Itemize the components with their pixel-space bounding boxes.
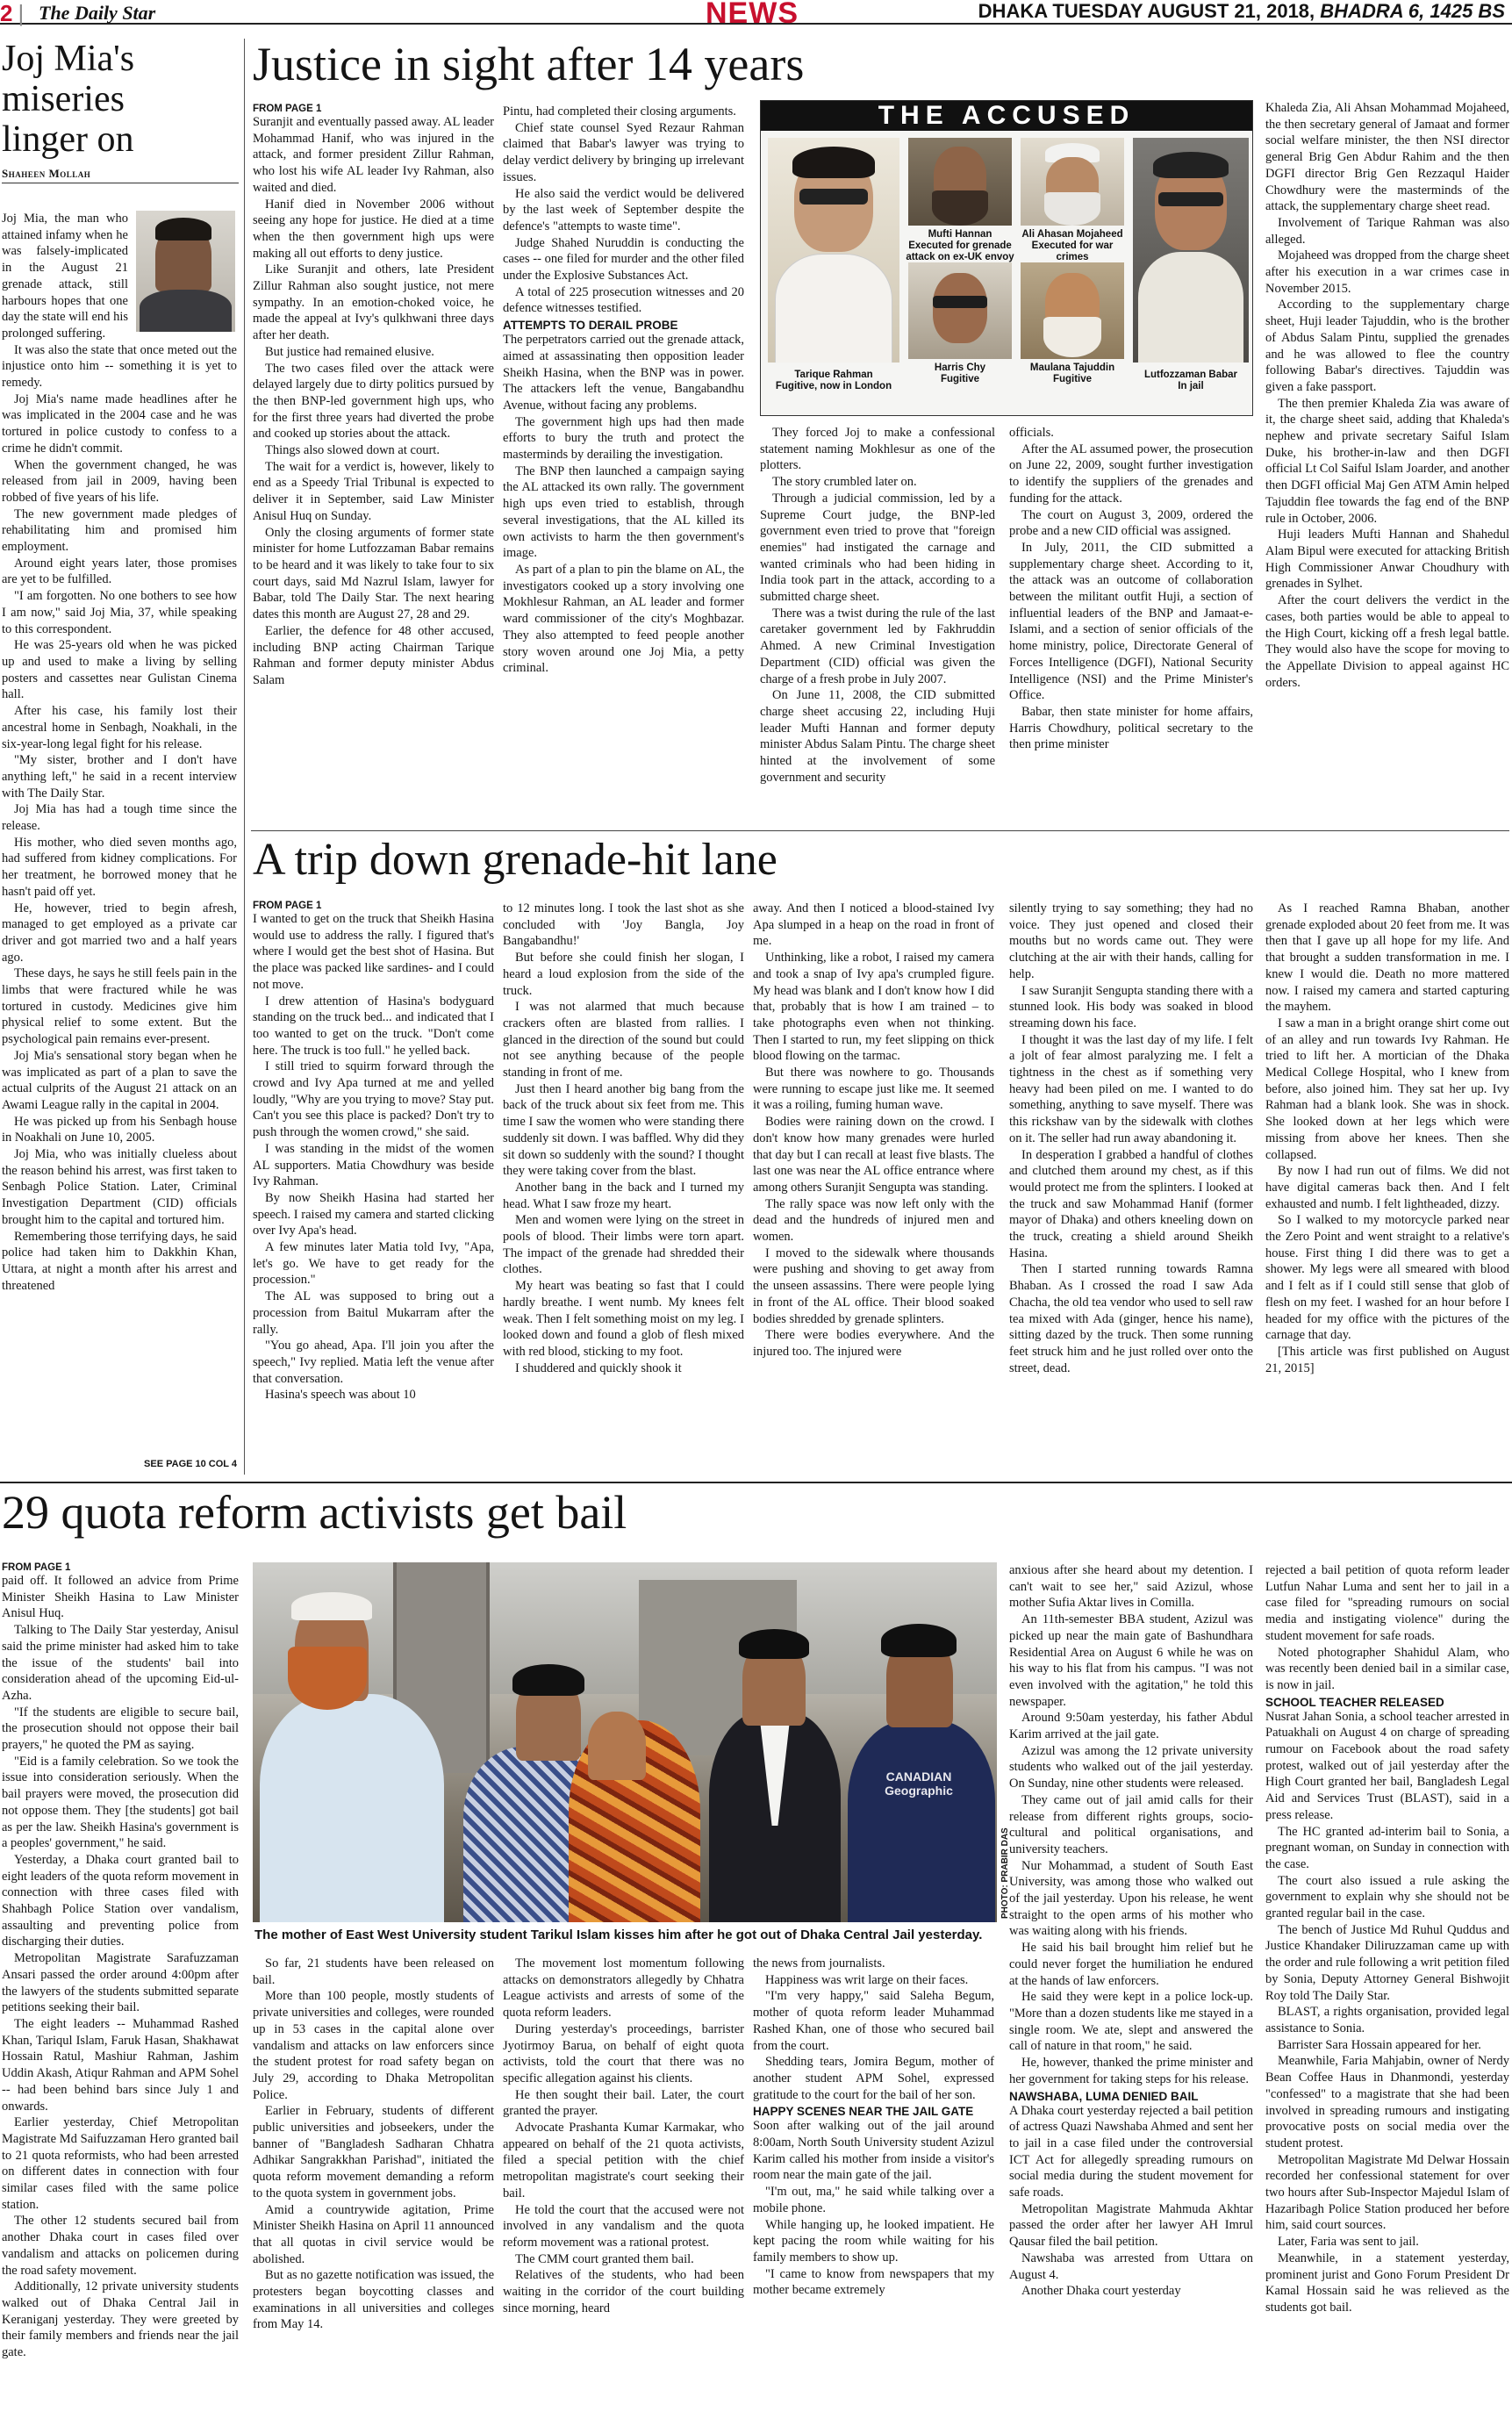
mother-face [588,1712,646,1780]
paragraph: Huji leaders Mufti Hannan and Shahedul Alam Bipul were executed for attacking British High Commissioner Anwar Choudhury with grenades in Sylhet. [1265,528,1509,592]
paragraph: They came out of jail amid calls for their release from different rights groups, socio-cultural and political organisations, and university teachers. [1009,1792,1253,1856]
paragraph: Azizul was among the 12 private university students who walked out of the jail yesterday. On Sunday, nine other students were released. [1009,1743,1253,1791]
paragraph: Meanwhile, in a statement yesterday, prominent jurist and Gono Forum President Dr Kamal Hossain said he was relieved as the students got bail. [1265,2250,1509,2315]
joj-continued[interactable] [2,1459,237,1469]
paragraph: I wanted to get on the truck that Sheikh Hasina would use to address the rally. I figured that's where I would get the best shot of Hasina. But the place was packed like sardines- and I could not move. [253,912,494,992]
paragraph: But before she could finish her slogan, I heard a loud explosion from the side of the truck. [503,951,744,998]
paragraph: Babar, then state minister for home affairs, Harris Chowdhury, political secretary to the then prime minister [1009,704,1253,752]
accused-photo [1021,262,1124,359]
paragraph: Talking to The Daily Star yesterday, Anisul said the prime minister had asked him to take the issue of the students' bail into consideration ahead of the upcoming Eid-ul-Azha. [2,1623,239,1703]
paragraph: I was not alarmed that much because crackers often are blasted from rallies. I glanced in the direction of the sound but could not see anything because of the people standing in front of me. [503,1000,744,1080]
paragraph: Around 9:50am yesterday, his father Abdul Karim arrived at the jail gate. [1009,1711,1253,1742]
justice-col-2 [503,104,744,825]
accused-desc: Fugitive [1052,374,1093,384]
section-divider [251,830,1509,831]
face [933,273,987,343]
photo-spacer [132,211,237,335]
paragraph: The court also issued a rule asking the government to explain why she should not be granted regular bail in the case. [1265,1873,1509,1921]
paragraph: Bodies were raining down on the crowd. I don't know how many grenades were hurled that day but I can recall at least five blasts. The last one was near the AL office entrance where among others Suranjit Sengupta was standing. [753,1115,994,1195]
paragraph: More than 100 people, mostly students of private universities and colleges, were rounded up in 53 cases in the capital alone over vandalism and attacks on law enforcers since the student protest for road safety began on July 29, according to Dhaka Metropolitan Police. [253,1989,494,2102]
from-page-label: FROM PAGE 1 [253,104,322,114]
joj-headline-line: linger on [2,119,134,160]
accused-photo [908,138,1012,226]
paragraph: Meanwhile, Faria Mahjabin, owner of Nerdy Bean Coffee Haus in Dhanmondi, yesterday "confessed" to a magistrate that she had been involved in spreading rumours and instigating provocative posts on social media over the student protest. [1265,2054,1509,2150]
paragraph: Men and women were lying on the street in pools of blood. Their limbs were torn apart. The impact of the grenade had shredded their clothes. [503,1213,744,1277]
photo-caption: The mother of East West University student Tarikul Islam kisses him after he got out of Dhaka Central Jail yesterday. [254,1927,983,1942]
paragraph: I moved to the sidewalk where thousands were pushing and shoving to get away from the unseen assassins. There were people lying in front of the AL office. Their blood soaked bodies shredded by grenade splinters. [753,1245,994,1326]
young-man-hair [881,1624,957,1657]
paragraph: The BNP then launched a campaign saying the AL attacked its own rally. The government high ups even tried to establish, through several investigations, that the AL killed its own activists to harm the then government's image. [503,463,744,561]
page-header [0,0,1512,30]
paragraph: Later, Faria was sent to jail. [1278,2235,1419,2250]
glasses [1158,192,1223,206]
accused-desc: Executed for grenade attack on ex-UK envoy [906,240,1014,262]
white-shirt [775,254,892,363]
paragraph: away. And then I noticed a blood-stained Ivy Apa slumped in a heap on the road in front of me. [753,901,994,949]
paragraph: He was picked up from his Senbagh house in Noakhali on June 10, 2005. [2,1114,237,1145]
paragraph: A Dhaka court yesterday rejected a bail petition of actress Quazi Nawshaba Ahmed and sent her to jail in a case filed under the controversial ICT Act for allegedly spreading rumours on social media during the student movement for safe roads. [1009,2103,1253,2200]
paragraph: As I reached Ramna Bhaban, another grenade exploded about 20 feet from me. It was then that I gave up all hope for my life. And that brought a sudden transformation in me. I knew I would die. Death no more mattered now. I raised my camera and started capturing the mayhem. [1265,901,1509,1015]
paragraph: Nusrat Jahan Sonia, a school teacher arrested in Patuakhali on August 4 on charge of spreading rumour on Facebook about the road safety protest, walked out of jail yesterday after the High Court granted her bail, Bangladesh Legal Aid and Services Trust (BLAST), said in a press release. [1265,1709,1509,1822]
paragraph: Hanif died in November 2006 without seeing any hope for justice. He died at a time when the then government high ups were making all out efforts to deny justice. [253,197,494,261]
justice-col-5 [1265,100,1509,825]
paragraph: Nawshaba was arrested from Uttara on August 4. [1009,2250,1253,2282]
paragraph: Yesterday, a Dhaka court granted bail to eight leaders of the quota reform movement in connection with three cases filed with Shahbagh Police Station over vandalism, assaulting and preventing police from discharging their duties. [2,1852,239,1949]
masthead-logo[interactable]: The Daily Star [39,2,156,24]
paragraph: Barrister Sara Hossain appeared for her. [1278,2037,1481,2052]
paragraph: A few minutes later Matia told Ivy, "Apa, let's go. We have to get ready for the procession." [253,1240,494,1288]
accused-name: Lutfozzaman Babar [1143,370,1238,380]
paragraph: Remembering those terrifying days, he said police had taken him to Dakkhin Khan, Uttara, at night a month after his arrest and threatened [2,1229,237,1293]
paragraph: There were bodies everywhere. And the injured too. The injured were [753,1328,994,1359]
paragraph: BLAST, a rights organisation, provided legal assistance to Sonia. [1265,2005,1509,2035]
man-blue-shirt [260,1694,444,1922]
paragraph: In desperation I grabbed a handful of clothes and clutched them around my chest, as if this would protect me from the splinters. I looked at the truck and saw Mohammad Hanif (former mayor of Dhaka) and others kneeling down on the truck, creating a shield around Sheikh Hasina. [1009,1147,1253,1260]
date-en: DHAKA TUESDAY AUGUST 21, 2018, [978,0,1315,22]
joj-paragraphs [2,211,237,1294]
paragraph: As part of a plan to pin the blame on AL, the investigators cooked up a story involving one Mokhlesur Rahman, an AL leader and former ward commissioner of the city's Moghbazar. They also attempted to feed people another story woven around one Joj Mia, a petty criminal. [503,562,744,676]
accused-desc: Fugitive [940,374,980,384]
accused-name: Harris Chy [934,363,986,373]
accused-caption [905,229,1015,263]
trip-col-5 [1265,901,1509,1475]
prayer-cap [291,1592,372,1620]
paragraph: "Eid is a family celebration. So we took the issue into consideration seriously. When the bail prayers were moved, the prosecution did not oppose them. They [the students] got bail as per the law. Sheikh Hasina's government is a peoples' government," he said. [2,1754,239,1851]
paragraph: Joj Mia's sensational story began when he was implicated as part of a plan to save the actual culprits of the August 21 attack on an Awami League rally in the capital in 2004. [2,1048,237,1112]
trip-col-1 [253,901,494,1475]
accused-photo [768,138,899,363]
accused-name: Ali Ahasan Mojaheed [1021,229,1123,240]
bail-photo [253,1562,997,1922]
accused-name: Maulana Tajuddin [1029,363,1115,373]
paragraph: Through a judicial commission, led by a Supreme Court judge, the BNP-led government even tried to prove that "foreign enemies" had instigated the carnage and wanted criminals who had been hiding in India took part in the attack, according to a submitted charge sheet. [760,491,995,605]
trip-col-4 [1009,901,1253,1475]
paragraph: Noted photographer Shahidul Alam, who was recently been denied bail in a similar case, is now in jail. [1265,1645,1509,1692]
paragraph: Joj Mia has had a tough time since the release. [2,802,237,834]
quota-headline[interactable]: 29 quota reform activists get bail [2,1486,627,1539]
paragraph: anxious after she heard about my detention. I can't wait to see her," said Azizul, whose mother Sufia Aktar lives in Comilla. [1009,1563,1253,1611]
paragraph: Earlier, the defence for 48 other accused, including BNP acting Chairman Tarique Rahman and former deputy minister Abdus Salam [253,623,494,687]
paragraph: By now I had run out of films. We did not have digital cameras back then. And I felt exhausted and numb. I felt lightheaded, dizzy. [1265,1164,1509,1211]
paragraph: officials. [1009,426,1054,440]
trip-col-2 [503,901,744,1475]
accused-name: Mufti Hannan [928,229,992,240]
justice-headline[interactable]: Justice in sight after 14 years [253,38,805,90]
accused-caption [1129,370,1252,392]
paragraph: The wait for a verdict is, however, likely to end as a Speedy Trial Tribunal is expected to deliver it in September, said Law Minister Anisul Huq on Sunday. [253,459,494,523]
henna-beard [288,1647,367,1710]
paragraph: The perpetrators carried out the grenade attack, aimed at assassinating then opposition leader Sheikh Hasina, when the BNP was in power. The attackers left the venue, Bangabandhu Avenue, without facing any problems. [503,333,744,413]
paragraph: Joj Mia, the man who attained infamy when he was falsely-implicated in the August 21 grenade attack, still harbours hopes that one day the state will end his prolonged suffering. [2,212,128,341]
shirt [1138,252,1243,363]
accused-title: THE ACCUSED [761,101,1252,131]
paragraph: Metropolitan Magistrate Md Delwar Hossain recorded her confessional statement for over two hours after Sub-Inspector Majedul Islam of Hazaribagh Police Station produced her before him, said court sources. [1265,2152,1509,2233]
paragraph: silently trying to say something; they had no voice. They just opened and closed their mouths but no words came out. They were clutching at the air with their hands, calling for help. [1009,901,1253,981]
paragraph: He then sought their bail. Later, the court granted the prayer. [503,2087,744,2119]
paragraph: Earlier in February, students of different public universities and jobseekers, under the banner of "Bangladesh Sadharan Chhatra Adhikar Sangrakkhan Parishad", initiated the quota reform movement demanding a reform to the quota system in government jobs. [253,2104,494,2200]
paragraph: The bench of Justice Md Ruhul Quddus and Justice Khandaker Diliruzzaman came up with the order and rule following a writ petition filed by Sonia, Deputy Attorney General Bishwojit Roy told The Daily Star. [1265,1922,1509,2003]
quota-col-1 [2,1562,239,2407]
trip-col-3 [753,901,994,1475]
hair [792,147,875,178]
paragraph: Things also slowed down at court. [265,443,440,458]
paragraph: I drew attention of Hasina's bodyguard standing on the truck bed... and indicated that I too wanted to get on the truck. "Don't come here. The truck is too full." he yelled back. [253,994,494,1058]
paragraph: Suranjit and eventually passed away. AL leader Mohammad Hanif, who was injured in the attack, and former president Zillur Rahman, who lost his wife AL leader Ivy Rahman, also waited and died. [253,115,494,195]
paragraph: paid off. It followed an advice from Prime Minister Sheikh Hasina to Law Minister Anisul Huq. [2,1574,239,1621]
paragraph: On June 11, 2008, the CID submitted charge sheet accusing 22, including Huji leader Mufti Hannan and former deputy minister Abdus Salam Pintu. The charge sheet hinted at the involvement of some government and security [760,688,995,785]
paragraph: Hasina's speech was about 10 [265,1388,416,1403]
paragraph: So far, 21 students have been released on bail. [253,1956,494,1987]
paragraph: Amid a countrywide agitation, Prime Minister Sheikh Hasina on April 11 announced that all quotas in civil service would be abolished. [253,2202,494,2266]
joj-headline[interactable] [2,39,239,160]
joj-byline: Shaheen Mollah [2,167,239,183]
accused-caption [905,363,1015,385]
sunglasses [933,296,987,308]
quota-col-5 [1009,1562,1253,2407]
joj-body [2,211,237,1475]
paragraph: Earlier yesterday, Chief Metropolitan Magistrate Md Saifuzzaman Hero granted bail to 21 quota reformists, who had been arrested on different dates in connection with four similar cases filed with the same police station. [2,2115,239,2212]
paragraph: Another Dhaka court yesterday [1021,2284,1181,2299]
paragraph: It was also the state that once meted out the injustice onto him -- something it is yet to remedy. [2,342,237,391]
accused-desc: Fugitive, now in London [775,381,892,391]
paragraph: The new government made pledges of rehabilitating him and promised him employment. [2,506,237,555]
paragraph: After the AL assumed power, the prosecution on June 22, 2009, sought further investigation to identify the suppliers of the grenades and funding for the attack. [1009,441,1253,506]
paragraph: He told the court that the accused were not involved in any vandalism and the quota reform movement was a rational protest. [503,2202,744,2250]
paragraph: They forced Joj to make a confessional statement naming Mokhlesur as one of the plotters. [760,426,995,473]
accused-desc: In jail [1178,381,1204,391]
paragraph: Around eight years later, those promises are yet to be fulfilled. [2,556,237,587]
paragraph: But there was nowhere to go. Thousands were running to escape just like me. It seemed it was a roiling, fuming human wave. [753,1066,994,1113]
paragraph: By now Sheikh Hasina had started her speech. I raised my camera and started clicking over Ivy Apa's head. [253,1190,494,1238]
paragraph: I was standing in the midst of the women AL supporters. Matia Chowdhury was beside Ivy Rahman. [253,1141,494,1189]
paragraph: There was a twist during the rule of the last caretaker government led by Fakhruddin Ahmed. A new Criminal Investigation Department (CID) official was given the charge of a fresh probe in July 2007. [760,606,995,686]
paragraph: But as no gazette notification was issued, the protesters began boycotting classes and examinations in all universities and colleges from May 14. [253,2268,494,2332]
joj-mia-story [2,39,239,183]
paragraph: "I am forgotten. No one bothers to see how I am now," said Joj Mia, 37, while speaking to this correspondent. [2,589,237,636]
quota-col-2 [253,1956,494,2407]
paragraph: I saw a man in a bright orange shirt come out of an alley and run towards Ivy Rahman. He tried to lift her. A mortician of the Dhaka Medical College Hospital, who I knew from before, also joined him. They sat her up. Ivy Rahman had a blank look. She was in shock. She looked down at her legs which were missing from above her knees. Then she collapsed. [1265,1016,1509,1162]
paragraph: So I walked to my motorcycle parked near the Zero Point and went straight to a relative's house. First thing I did there was to get a shower. My legs were all smeared with blood and I felt as if I could still sense that glob of flesh on my feet. I washed for an hour before I headed for my office with the pictures of the carnage that day. [1265,1213,1509,1343]
paragraph: Pintu, had completed their closing arguments. [503,104,736,118]
justice-col-1 [253,104,494,825]
paragraph: The court on August 3, 2009, ordered the probe and a new CID official was assigned. [1009,507,1253,539]
paragraph: After the court delivers the verdict in the cases, both parties would be able to appeal to the High Court, kicking off a fresh legal battle. They would also have the scope for moving to the Appellate Division to appeal against HC orders. [1265,593,1509,690]
paragraph: These days, he says he still feels pain in the limbs that were fractured while he was tortured in custody. Medicines give him physical relief to some extent. But the psychological pain remains ever-present. [2,966,237,1047]
paragraph: "You go ahead, Apa. I'll join you after the speech," Ivy replied. Matia left the venue after that conversation. [253,1339,494,1386]
paragraph: I shuddered and quickly shook it [515,1360,682,1375]
paragraph: Joj Mia's name made headlines after he was implicated in the 2004 case and he was tortured in police custody to confess to a crime he didn't commit. [2,391,237,456]
paragraph: An 11th-semester BBA student, Azizul was picked up near the main gate of Bashundhara Residential Area on August 6 while he was on his way to his flat from his campus. "I was not even involved with the agitation," he told this newspaper. [1009,1612,1253,1709]
paragraph: Involvement of Tarique Rahman was also alleged. [1265,215,1509,247]
joj-headline-line: miseries [2,79,125,119]
paragraph: Mojaheed was dropped from the charge sheet after his execution in a war crimes case in November 2015. [1265,248,1509,296]
justice-col-3 [760,425,995,825]
accused-name: Tarique Rahman [794,370,873,380]
paragraph: Just then I heard another big bang from the back of the truck about six feet from me. This time I saw the women who were standing there suddenly sit down. I was baffled. Why did they sit down so suddenly with the sound? I thought they were taking cover from the blast. [503,1081,744,1179]
section-title: NEWS [706,0,799,30]
paragraph: During yesterday's proceedings, barrister Jyotirmoy Barua, on behalf of eight quota activists, told the court that there was no specific allegation against his clients. [503,2021,744,2085]
paragraph: The AL was supposed to bring out a procession from Baitul Mukarram after the rally. [253,1289,494,1337]
paragraph: The government high ups had then made efforts to bury the truth and protect the masterminds by derailing the investigation. [503,414,744,463]
paragraph: The eight leaders -- Muhammad Rashed Khan, Tariqul Islam, Faruk Hasan, Shakhawat Hossain Ratul, Mashiur Rahman, Jashim Uddin Akash, Atiqur Rahman and APM Sohel -- had been behind bars since July 1 and onwards. [2,2016,239,2114]
paragraph: His mother, who died seven months ago, had suffered from kidney complications. For her treatment, he borrowed money that he hasn't paid off yet. [2,835,237,899]
paragraph: Relatives of the students, who had been waiting in the corridor of the court building since morning, heard [503,2268,744,2315]
accused-desc: Executed for war crimes [1031,240,1114,262]
from-page-label: FROM PAGE 1 [2,1562,71,1573]
paragraph: After his case, his family lost their ancestral home in Senbagh, Noakhali, in the six-year-long legal fight for his release. [2,704,237,751]
continued-label: SEE PAGE 10 COL 4 [144,1459,237,1469]
paragraph: [This article was first published on August 21, 2015] [1265,1344,1509,1375]
paragraph: According to the supplementary charge sheet, Huji leader Tajuddin, who is the brother of Abdus Salam Pintu, supplied the grenades and he was allowed to flee the country following Babar's directives. Tajuddin was given a fake passport. [1265,298,1509,394]
paragraph: The movement lost momentum following attacks on demonstrators allegedly by Chhatra League activists and arrests of some of the quota reform leaders. [503,1956,744,2021]
student-hair [512,1664,584,1696]
quota-col-3 [503,1956,744,2407]
paragraph: Unthinking, like a robot, I raised my camera and took a snap of Ivy apa's crumpled figure. My head was blank and I don't know how I did that, probably that is how I am trained – to take photographs even when not thinking. Then I started to run, my feet slipping on thick blood flowing on the tarmac. [753,951,994,1064]
paragraph: "I'm out, ma," he said while talking over a mobile phone. [753,2185,994,2215]
paragraph: He was 25-years old when he was picked up and used to make a living by selling posters and cassettes near Gulistan Cinema hall. [2,638,237,702]
paragraph: He, however, tried to begin afresh, managed to get employed as a private car driver and got married two and a half years ago. [2,901,237,965]
white-beard [1044,192,1100,226]
trip-headline[interactable]: A trip down grenade-hit lane [253,835,777,885]
tshirt-print: CANADIAN Geographic [885,1770,953,1798]
subheading: SCHOOL TEACHER RELEASED [1265,1695,1444,1709]
paragraph: The other 12 students secured bail from another Dhaka court in cases filed over vandalism and attacks on policemen during the road safety movement. [2,2214,239,2278]
date-bn: BHADRA 6, 1425 BS [1320,0,1505,22]
paragraph: I still tried to squirm forward through the crowd and Ivy Apa turned at me and yelled loudly, "Why are you trying to move? Stay put. Can't you see this place is packed? Don't try to push through the women crowd," she said. [253,1059,494,1140]
paragraph: Advocate Prashanta Kumar Karmakar, who appeared on behalf of the 21 quota activists, filed a special petition with the chief metropolitan magistrate's court seeking their bail. [503,2121,744,2200]
joj-headline-line: Joj Mia's [2,39,135,79]
sunglasses [799,189,868,205]
paragraph: In July, 2011, the CID submitted a supplementary charge sheet. According to it, the attack was an outcome of collaboration between the militant outfit Huji, a section of influential leaders of the BNP and Jamaat-e-Islami, and a section of senior officials of the home ministry, police, Directorate General of Forces Intelligence (DGFI), National Security Intelligence (NSI) and the Prime Minister's Office. [1009,540,1253,703]
paragraph: the news from journalists. [753,1956,885,1971]
paragraph: "I'm very happy," said Saleha Begum, mother of quota reform leader Muhammad Rashed Khan, one of those who secured bail from the court. [753,1989,994,2053]
quota-col-6 [1265,1562,1509,2407]
paragraph: Soon after walking out of the jail around 8:00am, North South University student Azizul Karim called his mother from inside a visitor's room near the main gate of the jail. [753,2119,994,2183]
paragraph: Like Suranjit and others, late President Zillur Rahman also sought justice, not mere sympathy. In an emotion-choked voice, he made the appeal at Ivy's qulkhwani three days after her death. [253,262,494,343]
accused-graphic [760,100,1253,416]
paragraph: Nur Mohammad, a student of South East University, was among those who walked out of the jail yesterday. Upon his release, he went straight to the open arms of his mother who was waiting along with his friends. [1009,1858,1253,1939]
beard [932,190,988,226]
paragraph: Happiness was writ large on their faces. [765,1972,969,1987]
from-page-label: FROM PAGE 1 [253,901,322,911]
paragraph: Judge Shahed Nuruddin is conducting the cases -- one filed for murder and the other filed under the Explosive Substances Act. [503,235,744,284]
paragraph: The then premier Khaleda Zia was aware of it, the charge sheet said, adding that Khaleda's nephew and private secretary Saiful Islam Duke, his brother-in-law and then DGFI official Lt Col Saiful Islam Joarder, and another then DGFI official Maj Gen ATM Amin helped Tajuddin flee towards the fag end of the BNP rule in October, 2006. [1265,396,1509,526]
issue-date [978,0,1505,23]
paragraph: Shedding tears, Jomira Begum, mother of another student APM Sohel, expressed gratitude to the court for the bail of her son. [753,2055,994,2102]
paragraph: Another bang in the back and I turned my head. What I saw froze my heart. [503,1180,744,1211]
paragraph: When the government changed, he was released from jail in 2009, having been robbed of five years of his life. [2,457,237,505]
paragraph: The HC granted ad-interim bail to Sonia, a pregnant woman, on Sunday in connection with the case. [1265,1824,1509,1871]
paragraph: Then I started running towards Ramna Bhaban. As I crossed the road I saw Ada Chacha, the old tea vendor who used to sell raw tea mixed with Ada (ginger, hence his name), sitting dazed by the truck. Then some running feet struck him and he just rolled over onto the street, dead. [1009,1262,1253,1375]
section-divider [0,1482,1512,1483]
paragraph: Chief state counsel Syed Rezaur Rahman claimed that Babar's lawyer was trying to delay verdict delivery by bringing up irrelevant issues. [503,120,744,184]
subheading: HAPPY SCENES NEAR THE JAIL GATE [753,2105,974,2119]
paragraph: The CMM court granted them bail. [515,2251,694,2266]
paragraph: He also said the verdict would be delivered by the last week of September despite the defence's "attempts to waste time". [503,186,744,233]
accused-caption [1017,363,1128,385]
accused-caption [1017,229,1128,263]
accused-photo [1133,138,1249,363]
justice-col-4 [1009,425,1253,825]
accused-caption [764,370,903,392]
paragraph: He said they were kept in a police lock-up. "More than a dozen students like me stayed in a single room. We ate, slept and answered the call of nature in that room," he said. [1009,1990,1253,2054]
white-beard [1043,317,1101,357]
paragraph: "I came to know from newspapers that my mother became extremely [753,2266,994,2298]
paragraph: to 12 minutes long. I took the last shot as she concluded with 'Joy Bangla, Joy Bangabandhu!' [503,901,744,949]
paragraph: Additionally, 12 private university students walked out of Dhaka Central Jail in Keraniganj yesterday. They were greeted by their family members and friends near the jail gate. [2,2279,239,2360]
paragraph: The two cases filed over the attack were delayed largely due to dirty politics pursued by the then BNP-led government high ups, who for the first three years had diverted the probe and cooked up stories about the attack. [253,361,494,441]
paragraph: A total of 225 prosecution witnesses and 20 defence witnesses testified. [503,284,744,316]
paragraph: He said his bail brought him relief but he could never forget the humiliation he endured at the hands of law enforcers. [1009,1941,1253,1988]
paragraph: The rally space was now left only with the dead and the hundreds of injured men and women. [753,1196,994,1245]
man-navy-tshirt [848,1720,995,1922]
paragraph: While hanging up, he looked impatient. He kept pacing the room while waiting for his family members to show up. [753,2217,994,2265]
paragraph: Only the closing arguments of former state minister for home Lutfozzaman Babar remains to be heard and it was likely to take four to six court days, said Md Nazrul Islam, lawyer for Babar, told The Daily Star. The next hearing dates this month are August 27, 28 and 29. [253,525,494,622]
paragraph: "If the students are eligible to secure bail, the prosecution should not oppose their bail prayers," he quoted the PM as saying. [2,1705,239,1753]
accused-photo [1021,138,1124,226]
page-number: 2 | [0,0,24,27]
paragraph: Metropolitan Magistrate Mahmuda Akhtar passed the order after her lawyer AH Imrul Qausar filed the bail petition. [1009,2201,1253,2250]
paragraph: Khaleda Zia, Ali Ahsan Mohammad Mojaheed, the then secretary general of Jamaat and former social welfare minister, the then NSI director general Brig Gen Abdur Rahim and the then DGFI director Brig Gen Rezzaqul Haider Chowdhury were the masterminds of the attack, the supplementary charge sheet read. [1265,101,1509,214]
paragraph: "My sister, brother and I don't have anything left," he said in a recent interview with The Daily Star. [2,753,237,800]
paragraph: He, however, thanked the prime minister and her government for taking steps for his release. [1009,2056,1253,2086]
hair [1153,152,1229,178]
paragraph: The story crumbled later on. [772,475,917,490]
paragraph: rejected a bail petition of quota reform leader Lutfun Nahar Luma and sent her to jail in a case filed for "spreading rumours on social media and instigating violence" during the student movement for safe roads. [1265,1563,1509,1643]
subheading: NAWSHABA, LUMA DENIED BAIL [1009,2089,1199,2103]
paragraph: I thought it was the last day of my life. I felt a jolt of fear almost paralyzing me. I felt a tightness in the chest as if something very heavy had been piled on me. I wanted to do something, anything to save myself. There was this rickshaw van by the sidewalk with clothes on it. The seller had run away abandoning it. [1009,1032,1253,1145]
paragraph: My heart was beating so fast that I could hardly breathe. I went numb. My knees felt weak. Then I felt something moist on my leg. I looked down and found a glob of flesh mixed with red blood, sticking to my foot. [503,1279,744,1359]
subheading: ATTEMPTS TO DERAIL PROBE [503,319,678,333]
column-divider [244,39,245,1475]
accused-photo [908,262,1012,359]
suit-man-hair [739,1629,809,1659]
paragraph: But justice had remained elusive. [265,344,434,359]
paragraph: I saw Suranjit Sengupta standing there with a stunned look. His body was soaked in blood streaming down his face. [1009,983,1253,1030]
photo-credit: PHOTO: PRABIR DAS [1000,1827,1010,1919]
paragraph: Metropolitan Magistrate Sarafuzzaman Ansari passed the order around 4:00pm after the lawyers of the students submitted separate petitions seeking their bail. [2,1951,239,2015]
paragraph: Joj Mia, who was initially clueless about the reason behind his arrest, was first taken to Senbagh Police Station. Later, Criminal Investigation Department (CID) officials brought him to the capital and tortured him. [2,1147,237,1227]
quota-col-4 [753,1956,994,2407]
